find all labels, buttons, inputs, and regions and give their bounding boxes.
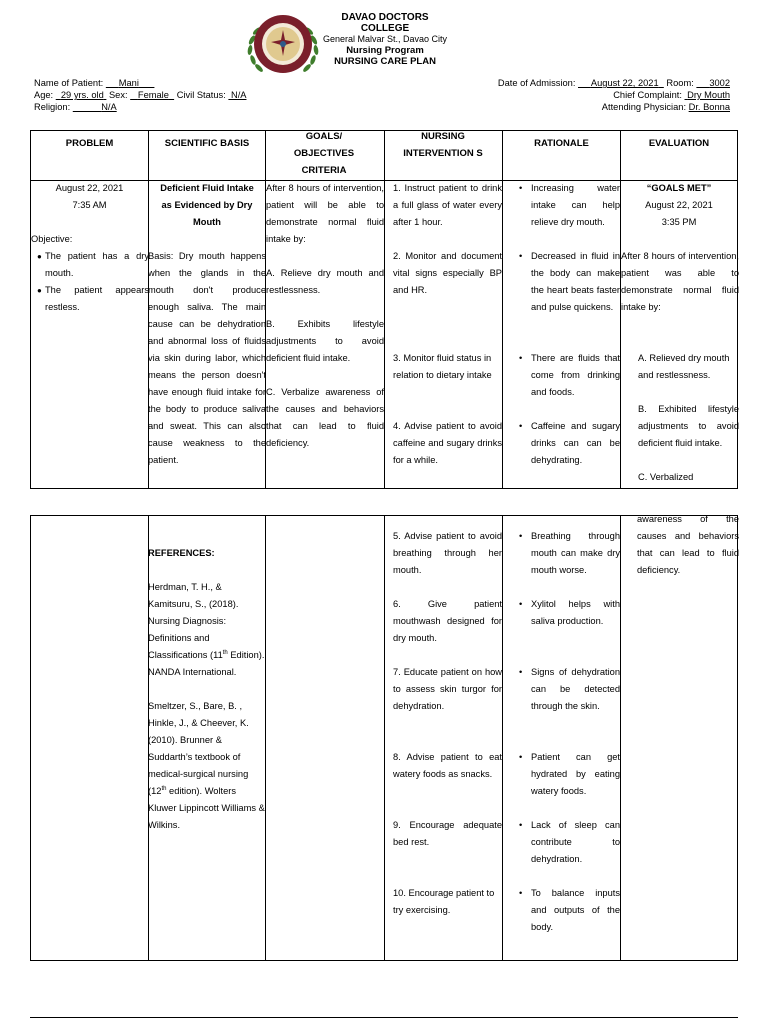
attending-physician: Dr. Bonna (688, 102, 730, 112)
program-name: Nursing Program (346, 45, 424, 56)
rationale-item: • Increasing water intake can help relieve dry mouth. (517, 180, 620, 231)
intervention-item: 9. Encourage adequate bed rest. (393, 820, 502, 847)
intervention-item: 7. Educate patient on how to assess skin turgor for dehydration. (393, 667, 502, 711)
admission-date: August 22, 2021 (590, 78, 659, 88)
scientific-basis-text: Basis: Dry mouth happens when the glands in the mouth don't produce enough saliva. The main cause can be dehydration and abnormal loss of fluids via skin during labor, which means the person doesn't have enough fluid intake for the body to produce saliva and sweat. This can also cause weakness to the patient. (148, 251, 266, 465)
rationale-list (517, 885, 620, 936)
reference-item: Herdman, T. H., & Kamitsuru, S., (2018). Nursing Diagnosis: Definitions and Classifications (11th Edition). NANDA International. (148, 582, 265, 677)
objective-item: ● The patient appears restless. (31, 282, 149, 316)
room-number: 3002 (709, 78, 730, 88)
header-scientific-basis: SCIENTIFIC BASIS (164, 138, 250, 149)
goal-item-b: B. Exhibits lifestyle adjustments to avoid deficient fluid intake. (266, 319, 384, 363)
intervention-item: 6. Give patient mouthwash designed for dry mouth. (393, 599, 502, 643)
rationale-list (517, 749, 620, 800)
problem-time: 7:35 AM (72, 200, 107, 210)
footer-divider (30, 1017, 738, 1018)
rationale-item: • Breathing through mouth can make dry mouth worse. (517, 528, 620, 579)
reference-item: Smeltzer, S., Bare, B. , Hinkle, J., & Cheever, K. (2010). Brunner & Suddarth’s textbook of medical-surgical nursing (12th edition). Wolters Kluwer Lippincott Williams & Wilkins. (148, 701, 265, 830)
patient-info-left (34, 77, 246, 113)
rationale-item: • Caffeine and sugary drinks can can be dehydrating. (517, 418, 620, 469)
header-problem: PROBLEM (65, 138, 114, 149)
goal-item-c: C. Verbalize awareness of the causes and behaviors that can lead to fluid deficiency. (266, 387, 384, 448)
college-seal-logo (244, 10, 322, 78)
rationale-item: • Xylitol helps with saliva production. (517, 596, 620, 630)
patient-age: 29 yrs. old (60, 90, 104, 100)
header-evaluation: EVALUATION (648, 138, 710, 149)
evaluation-date: August 22, 2021 (645, 200, 713, 210)
objective-list (31, 248, 149, 316)
rationale-list (517, 817, 620, 868)
problem-date: August 22, 2021 (55, 183, 124, 193)
header-rationale: RATIONALE (534, 138, 589, 149)
patient-sex: Female (137, 90, 169, 100)
rationale-list (517, 418, 620, 469)
patient-name-row: Name of Patient: Mani (34, 77, 246, 89)
patient-religion-row: Religion: N/A (34, 102, 117, 112)
rationale-item: • There are fluids that come from drinking and foods. (517, 350, 620, 401)
intervention-item: 4. Advise patient to avoid caffeine and sugary drinks for a while. (393, 421, 502, 465)
evaluation-intro: After 8 hours of intervention, patient was able to demonstrate normal fluid intake by: (621, 251, 739, 312)
patient-info-right (498, 77, 730, 113)
goal-item-a: A. Relieve dry mouth and restlessness. (266, 268, 384, 295)
references-list (148, 579, 266, 851)
header-interventions: NURSING INTERVENTION S (403, 131, 483, 159)
patient-demographics-row: Age: 29 yrs. old Sex: Female Civil Status: N/A (34, 90, 247, 100)
college-name: DAVAO DOCTORS COLLEGE (341, 12, 429, 34)
goals-intro: After 8 hours of intervention, patient will be able to demonstrate normal fluid intake by: (266, 183, 384, 244)
rationale-list (517, 664, 620, 715)
rationale-list (517, 180, 620, 231)
nursing-diagnosis: Deficient Fluid Intake as Evidenced by Dry Mouth (160, 183, 254, 227)
intervention-item: 8. Advise patient to eat watery foods as snacks. (393, 752, 502, 779)
complaint-row: Chief Complaint: Dry Mouth (613, 90, 730, 100)
intervention-item: 10. Encourage patient to try exercising. (393, 888, 495, 915)
evaluation-item-b: B. Exhibited lifestyle adjustments to avoid deficient fluid intake. (638, 404, 739, 448)
patient-civil-status: N/A (230, 90, 247, 100)
evaluation-item-c-continued: awareness of the causes and behaviors that can lead to fluid deficiency. (637, 514, 739, 575)
document-title: NURSING CARE PLAN (334, 56, 436, 67)
evaluation-item-c: C. Verbalized (638, 472, 694, 482)
rationale-list (517, 528, 620, 579)
chief-complaint: Dry Mouth (687, 90, 730, 100)
patient-religion: N/A (101, 102, 117, 112)
rationale-item: • Decreased in fluid in the body can make the heart beats faster and pulse quickens. (517, 248, 620, 316)
evaluation-time: 3:35 PM (661, 217, 697, 227)
intervention-item: 5. Advise patient to avoid breathing through her mouth. (393, 531, 502, 575)
rationale-list (517, 596, 620, 630)
evaluation-status: “GOALS MET” (646, 183, 712, 193)
objective-label: Objective: (31, 234, 73, 244)
intervention-item: 1. Instruct patient to drink a full glass of water every after 1 hour. (393, 183, 502, 227)
rationale-list (517, 248, 620, 316)
rationale-item: • Signs of dehydration can be detected through the skin. (517, 664, 620, 715)
admission-row: Date of Admission: August 22, 2021 Room: 3002 (497, 78, 730, 88)
physician-row: Attending Physician: Dr. Bonna (601, 102, 730, 112)
objective-item: ● The patient has a dry mouth. (31, 248, 149, 282)
intervention-item: 3. Monitor fluid status in relation to dietary intake (393, 353, 492, 380)
rationale-item: • Lack of sleep can contribute to dehydration. (517, 817, 620, 868)
references-title: REFERENCES: (148, 548, 215, 558)
college-address: General Malvar St., Davao City (322, 34, 448, 44)
rationale-item: • To balance inputs and outputs of the body. (517, 885, 620, 936)
patient-name: Mani (118, 78, 139, 88)
rationale-item: • Patient can get hydrated by eating watery foods. (517, 749, 620, 800)
evaluation-item-a: A. Relieved dry mouth and restlessness. (638, 353, 730, 380)
intervention-item: 2. Monitor and document vital signs especially BP and HR. (393, 251, 502, 295)
header-block (320, 12, 450, 67)
header-goals: GOALS/ OBJECTIVES CRITERIA (293, 131, 355, 176)
rationale-list (517, 350, 620, 401)
